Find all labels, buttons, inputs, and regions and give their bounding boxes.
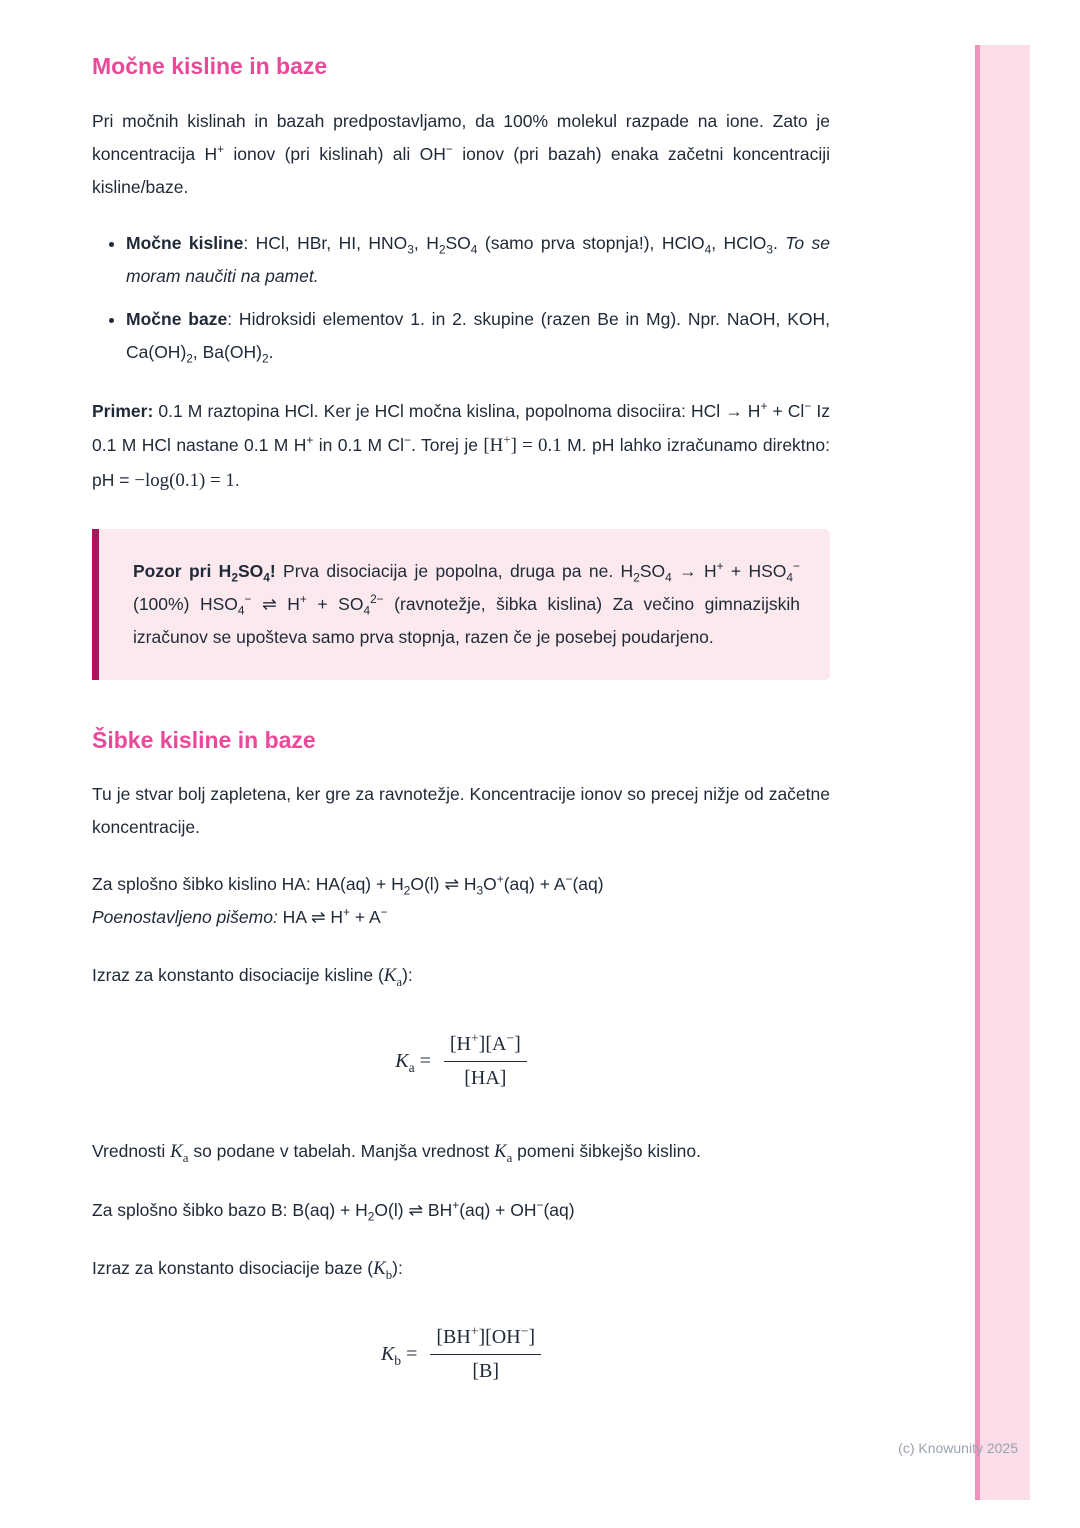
- warning-callout-text: Pozor pri $H_2SO_4$! Prva disociacija je popolna, druga pa ne. $H_2SO_4 \to H^+ + HSO_4^-$ (100%) $HSO_4^-$ ⇌ $H^+ + SO_4^{2-}$ (ravnotežje, šibka kislina) Za večino gimnazijskih izračunov se upošteva samo prva stopnja, razen če je posebej poudarjeno.: [133, 559, 800, 647]
- spacer: [92, 680, 830, 726]
- strong-intro-paragraph: Pri močnih kislinah in bazah predpostavljamo, da 100% molekul razpade na ione. Zato je koncentracija H+ ionov (pri kislinah) ali OH− ionov (pri bazah) enaka začetni koncentraciji kisline/baze.: [92, 110, 830, 197]
- ka-formula: [92, 1030, 830, 1090]
- list-item-strong-acids: • Močne kisline: HCl, HBr, HI, $HNO_3$, $H_2SO_4$ (samo prva stopnja!), HClO$_4$, HClO$_3$. To se moram naučiti na pamet.: [126, 227, 830, 293]
- weak-intro-paragraph: Tu je stvar bolj zapletena, ker gre za ravnotežje. Koncentracije ionov so precej nižje od začetne koncentracije.: [92, 784, 830, 838]
- kb-label-paragraph: Izraz za konstanto disociacije baze $(K_b)$:: [92, 1257, 403, 1282]
- weak-acid-equation-paragraph: Za splošno šibko kislino HA: $HA(aq) + H_2O(l)$ ⇌ $H_3O^+(aq) + A^-(aq)$ Poenostavljeno pišemo: HA ⇌ H+ + A−: [92, 872, 604, 928]
- kb-formula-fraction: [430, 1323, 541, 1383]
- copyright-footer: (c) Knowunity 2025: [898, 1440, 1018, 1456]
- ka-formula-denominator: [HA]: [444, 1061, 527, 1090]
- list-item-strong-bases: • Močne baze: Hidroksidi elementov 1. in 2. skupine (razen Be in Mg). Npr. NaOH, KOH, $Ca(OH)_2$, $Ba(OH)_2$.: [126, 303, 830, 369]
- ka-formula-fraction: [444, 1030, 527, 1090]
- warning-callout: [92, 529, 830, 680]
- section-heading-strong-acids: Močne kisline in baze: [92, 53, 328, 79]
- weak-base-equation-paragraph: Za splošno šibko bazo B: $B(aq) + H_2O(l)$ ⇌ BH+(aq) + OH−(aq): [92, 1198, 575, 1224]
- example-paragraph: Primer: 0.1 M raztopina HCl. Ker je HCl močna kislina, popolnoma disociira: HCl → H+ + Cl− Iz 0.1 M HCl nastane 0.1 M H+ in 0.1 M Cl−. Torej je [H+] = 0.1 M. pH lahko izračunamo direktno: pH = −log(0.1) = 1.: [92, 399, 830, 492]
- strong-acids-list: [92, 227, 830, 369]
- kb-formula-denominator: [B]: [430, 1354, 541, 1383]
- section-heading-weak-acids: Šibke kisline in baze: [92, 726, 316, 753]
- kb-formula-lhs: $K_b$ =: [380, 1343, 418, 1369]
- ka-formula-numerator: [H+][A−]: [449, 1030, 521, 1056]
- ka-label-paragraph: Izraz za konstanto disociacije kisline $(K_a)$:: [92, 964, 413, 989]
- ka-formula-lhs: $K_a$ =: [395, 1050, 431, 1076]
- ka-values-paragraph: Vrednosti $K_a$ so podane v tabelah. Manjša vrednost $K_a$ pomeni šibkejšo kislino.: [92, 1141, 701, 1166]
- kb-formula-numerator: [BH+][OH−]: [436, 1323, 536, 1349]
- kb-formula: [92, 1323, 830, 1383]
